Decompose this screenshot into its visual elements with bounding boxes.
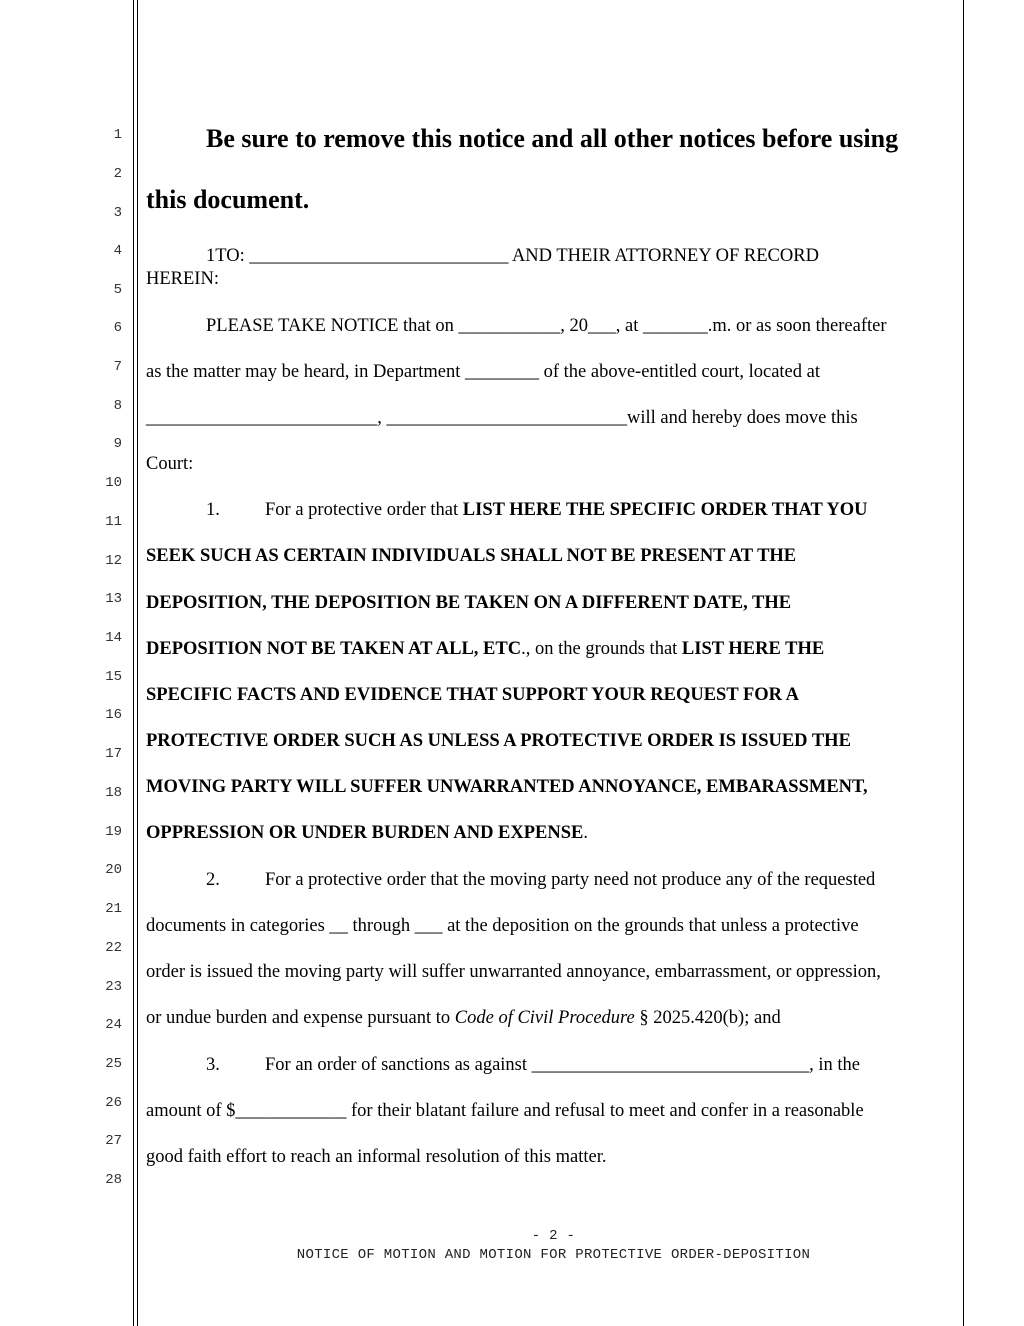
line-number: 12: [105, 553, 122, 569]
item2-line4-text2: § 2025.420(b); and: [634, 1008, 781, 1028]
item1-line1-bold: LIST HERE THE SPECIFIC ORDER THAT YOU: [462, 500, 868, 520]
line-number: 18: [105, 785, 122, 801]
line-number: 5: [113, 282, 122, 298]
footer-title: NOTICE OF MOTION AND MOTION FOR PROTECTIVE ORDER-DEPOSITION: [296, 1247, 811, 1263]
item2-line4: [146, 1009, 781, 1028]
item1-line1: [265, 501, 868, 520]
item2-number: 2.: [206, 870, 220, 890]
line-number: 9: [113, 436, 122, 452]
item1-line7: MOVING PARTY WILL SUFFER UNWARRANTED ANNOYANCE, EMBARASSMENT,: [146, 777, 868, 797]
line-number: 15: [105, 669, 122, 685]
item1-line8-bold: OPPRESSION OR UNDER BURDEN AND EXPENSE: [146, 823, 584, 843]
item3-line2: amount of $____________ for their blatant failure and refusal to meet and confer in a reasonable: [146, 1101, 864, 1121]
left-margin-rule-1: [133, 0, 134, 1326]
notice-paragraph-line3: _________________________, __________________________will and hereby does move this: [146, 408, 858, 428]
line-number: 19: [105, 824, 122, 840]
item2-line4-text: or undue burden and expense pursuant to: [146, 1008, 455, 1028]
line-number: 11: [105, 514, 122, 530]
line-number: 27: [105, 1133, 122, 1149]
item2-line2: documents in categories __ through ___ at the deposition on the grounds that unless a protective: [146, 916, 859, 936]
right-margin-rule: [963, 0, 964, 1326]
item1-line8-text: .: [583, 823, 589, 843]
item1-line8: [146, 824, 588, 843]
notice-heading-line2: this document.: [146, 185, 310, 214]
item3-line1: For an order of sanctions as against ______________________________, in the: [265, 1055, 861, 1075]
item3-line3: good faith effort to reach an informal resolution of this matter.: [146, 1147, 607, 1167]
line-number: 23: [105, 979, 122, 995]
line-number: 10: [105, 475, 122, 491]
notice-paragraph-line2: as the matter may be heard, in Department ________ of the above-entitled court, located at: [146, 362, 820, 382]
line-number: 8: [113, 398, 122, 414]
left-margin-rule-2: [137, 0, 138, 1326]
item1-number: 1.: [206, 500, 220, 520]
line-number: 4: [113, 243, 122, 259]
notice-heading-line1: Be sure to remove this notice and all other notices before using: [206, 124, 899, 153]
item1-line4-bold: DEPOSITION NOT BE TAKEN AT ALL, ETC: [146, 639, 522, 659]
item2-line3: order is issued the moving party will suffer unwarranted annoyance, embarrassment, or oppression,: [146, 962, 881, 982]
line-number: 16: [105, 707, 122, 723]
item3-number: 3.: [206, 1055, 220, 1075]
item2-line4-italic: Code of Civil Procedure: [454, 1008, 635, 1028]
line-number: 3: [113, 205, 122, 221]
line-number: 28: [105, 1172, 122, 1188]
line-number: 1: [113, 127, 122, 143]
line-number: 24: [105, 1017, 122, 1033]
line-number: 21: [105, 901, 122, 917]
line-number: 2: [113, 166, 122, 182]
line-number: 14: [105, 630, 122, 646]
item1-line5: SPECIFIC FACTS AND EVIDENCE THAT SUPPORT YOUR REQUEST FOR A: [146, 685, 799, 705]
notice-paragraph-line1: PLEASE TAKE NOTICE that on ___________, 20___, at _______.m. or as soon thereafter: [206, 316, 887, 336]
item1-line2: SEEK SUCH AS CERTAIN INDIVIDUALS SHALL NOT BE PRESENT AT THE: [146, 546, 797, 566]
page-number: - 2 -: [531, 1228, 576, 1244]
notice-paragraph-line4: Court:: [146, 454, 194, 474]
line-number: 22: [105, 940, 122, 956]
line-number: 26: [105, 1095, 122, 1111]
item1-line6: PROTECTIVE ORDER SUCH AS UNLESS A PROTECTIVE ORDER IS ISSUED THE: [146, 731, 851, 751]
line-number: 7: [113, 359, 122, 375]
item1-line4-bold2: LIST HERE THE: [681, 639, 825, 659]
item1-line4: [146, 640, 824, 659]
line-number: 17: [105, 746, 122, 762]
line-number: 25: [105, 1056, 122, 1072]
item1-line1-text: For a protective order that: [265, 500, 463, 520]
item1-line3: DEPOSITION, THE DEPOSITION BE TAKEN ON A DIFFERENT DATE, THE: [146, 593, 792, 613]
item2-line1: For a protective order that the moving party need not produce any of the requested: [265, 870, 876, 890]
line-number: 20: [105, 862, 122, 878]
to-line: 1TO: ____________________________ AND THEIR ATTORNEY OF RECORD: [206, 246, 819, 266]
to-line-continuation: HEREIN:: [146, 269, 219, 289]
line-number: 13: [105, 591, 122, 607]
item1-line4-text: ., on the grounds that: [521, 639, 682, 659]
line-number: 6: [113, 320, 122, 336]
